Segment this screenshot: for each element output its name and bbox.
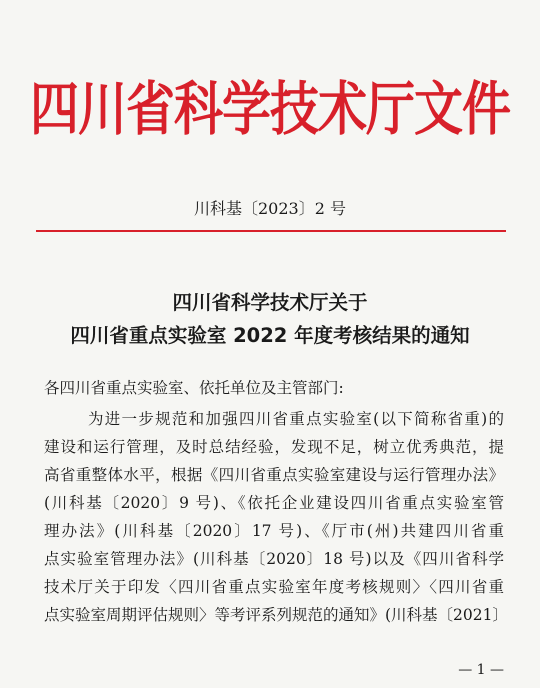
subject-line-2: 四川省重点实验室 2022 年度考核结果的通知 [70, 324, 470, 347]
document-number: 川科基〔2023〕2 号 [194, 199, 346, 218]
body-line: 理办法》(川科基〔2020〕17 号)、《厅市(州)共建四川省重 [44, 522, 504, 540]
issuer-title: 四川省科学技术厅文件 [29, 75, 510, 144]
body-line: (川科基〔2020〕9 号)、《依托企业建设四川省重点实验室管 [44, 494, 504, 512]
addressee: 各四川省重点实验室、依托单位及主管部门: [44, 379, 344, 397]
body-line: 建设和运行管理，及时总结经验，发现不足，树立优秀典范，提 [44, 438, 504, 456]
body-line: 点实验室周期评估规则〉等考评系列规范的通知》(川科基〔2021〕 [44, 606, 508, 624]
body-text [44, 405, 508, 629]
body-line: 高省重整体水平，根据《四川省重点实验室建设与运行管理办法》 [44, 466, 504, 484]
subject-line-1: 四川省科学技术厅关于 [172, 291, 368, 314]
body-line: 技术厅关于印发〈四川省重点实验室年度考核规则〉〈四川省重 [44, 578, 504, 596]
document-subject [0, 286, 540, 352]
page-number: — 1 — [458, 662, 504, 678]
body-line: 点实验室管理办法》(川科基〔2020〕18 号)以及《四川省科学 [44, 550, 504, 568]
red-divider [36, 230, 506, 232]
body-line: 为进一步规范和加强四川省重点实验室(以下简称省重)的 [88, 410, 504, 428]
